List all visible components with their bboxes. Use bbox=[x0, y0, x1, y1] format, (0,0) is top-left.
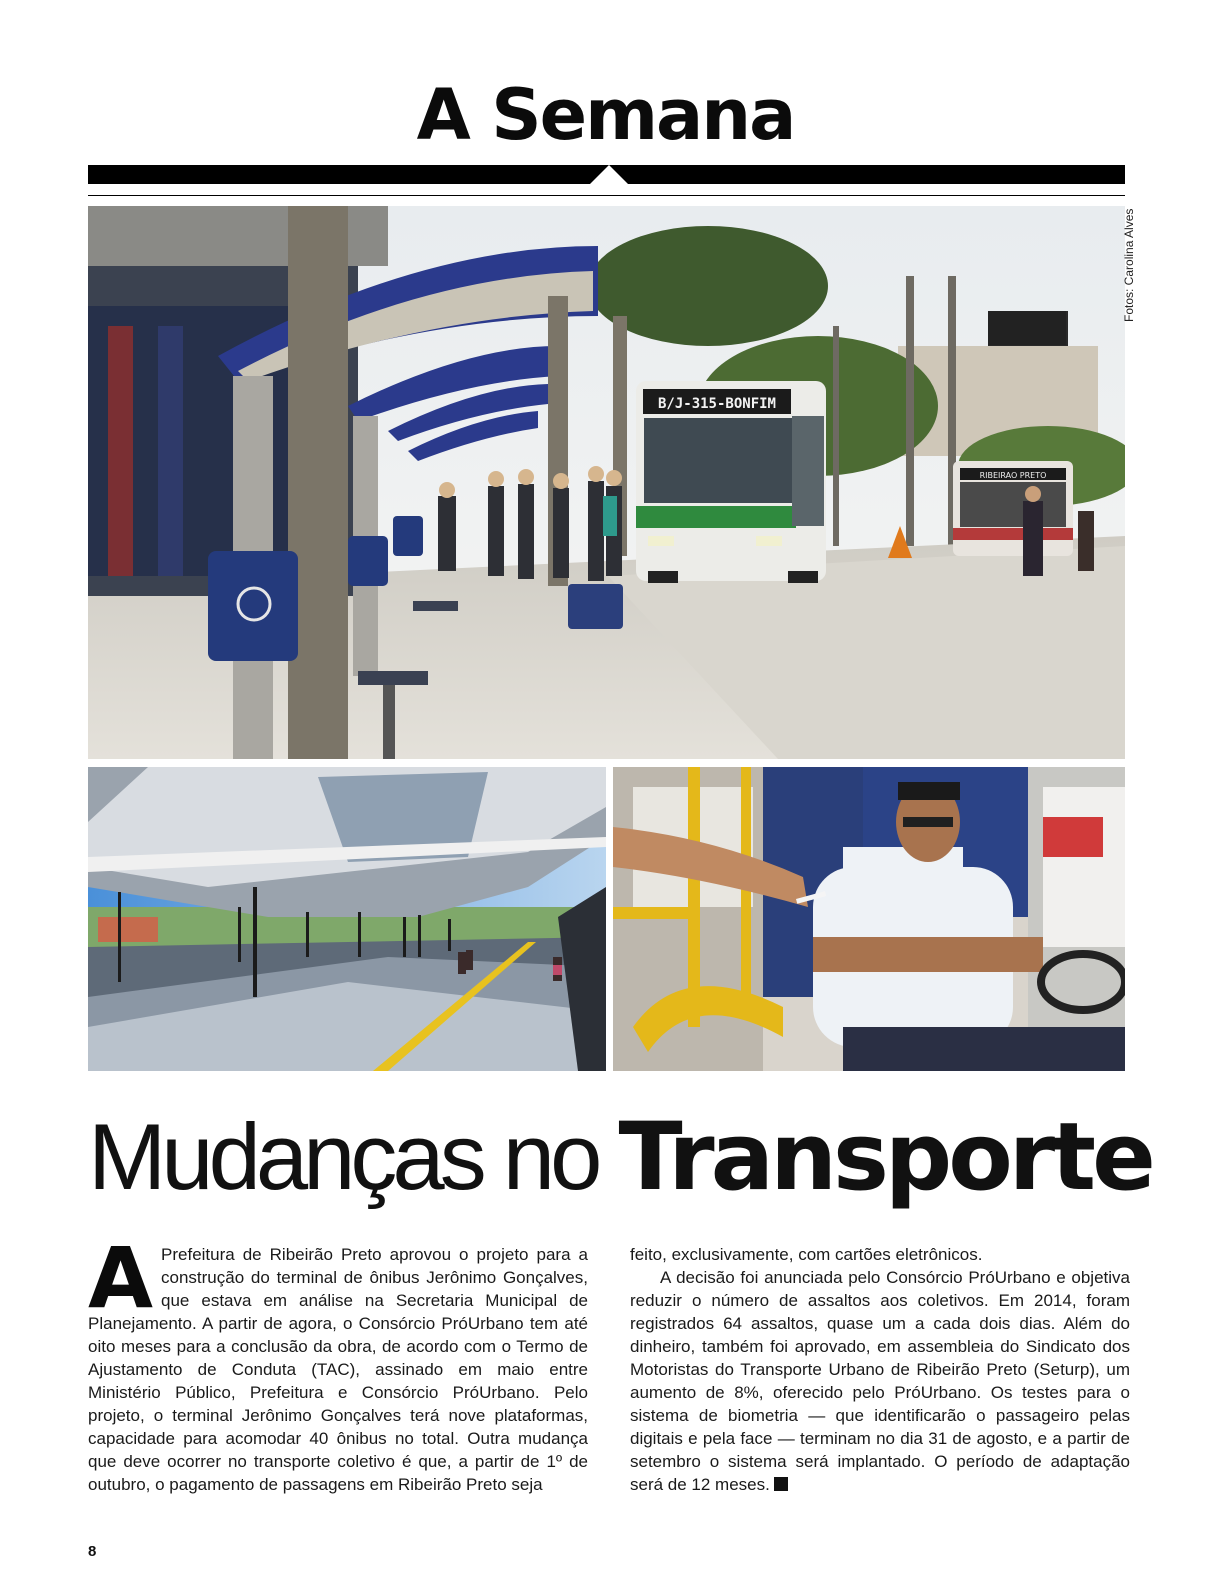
photo-terminal-rendering bbox=[88, 767, 606, 1071]
section-title: A Semana bbox=[416, 74, 795, 156]
photo-bus-driver bbox=[613, 767, 1125, 1071]
article-column-2 bbox=[630, 1243, 1130, 1496]
header-rule-notch bbox=[589, 165, 629, 185]
headline-light: Mudanças no bbox=[88, 1104, 619, 1209]
bus-destination-sign: B/J-315-BONFIM bbox=[657, 396, 777, 412]
page-number: 8 bbox=[88, 1543, 97, 1560]
photo-credit: Fotos: Carolina Alves bbox=[1122, 208, 1136, 322]
photo-bus-terminal bbox=[88, 206, 1125, 759]
header-thin-rule bbox=[88, 195, 1125, 196]
bus2-destination-sign: RIBEIRAO PRETO bbox=[979, 471, 1047, 480]
drop-cap: A bbox=[88, 1229, 154, 1327]
article-headline bbox=[88, 1103, 1168, 1212]
article-paragraph-continued: feito, exclusivamente, com cartões eletrônicos. bbox=[630, 1245, 983, 1264]
end-of-article-icon bbox=[774, 1477, 788, 1491]
article-paragraph-2: A decisão foi anunciada pelo Consórcio PróUrbano e objetiva reduzir o número de assaltos aos coletivos. Em 2014, foram registrados 64 assaltos, quase um a cada dois dias. Além do dinheiro, também foi aprovado, em assembleia do Sindicato dos Motoristas do Transporte Urbano de Ribeirão Preto (Seturp), um aumento de 8%, oferecido pelo PróUrbano. Os testes para o sistema de biometria — que identificarão o passageiro pelas digitais e pela face — terminam no dia 31 de agosto, e a partir de setembro o sistema será implantado. O período de adaptação será de 12 meses. bbox=[630, 1268, 1130, 1494]
headline-bold: Transporte bbox=[618, 1103, 1152, 1212]
article-paragraph-1: Prefeitura de Ribeirão Preto aprovou o projeto para a construção do terminal de ônibus Jerônimo Gonçalves, que estava em análise na Secretaria Municipal de Planejamento. A partir de agora, o Consórcio PróUrbano tem até oito meses para a conclusão da obra, de acordo com o Termo de Ajustamento de Conduta (TAC), assinado em maio entre Ministério Público, Prefeitura e Consórcio PróUrbano. Pelo projeto, o terminal Jerônimo Gonçalves terá nove plataformas, capacidade para acomodar 40 ônibus no total. Outra mudança que deve ocorrer no transporte coletivo é que, a partir de 1º de outubro, o pagamento de passagens em Ribeirão Preto seja bbox=[88, 1245, 588, 1494]
article-column-1 bbox=[88, 1229, 588, 1496]
